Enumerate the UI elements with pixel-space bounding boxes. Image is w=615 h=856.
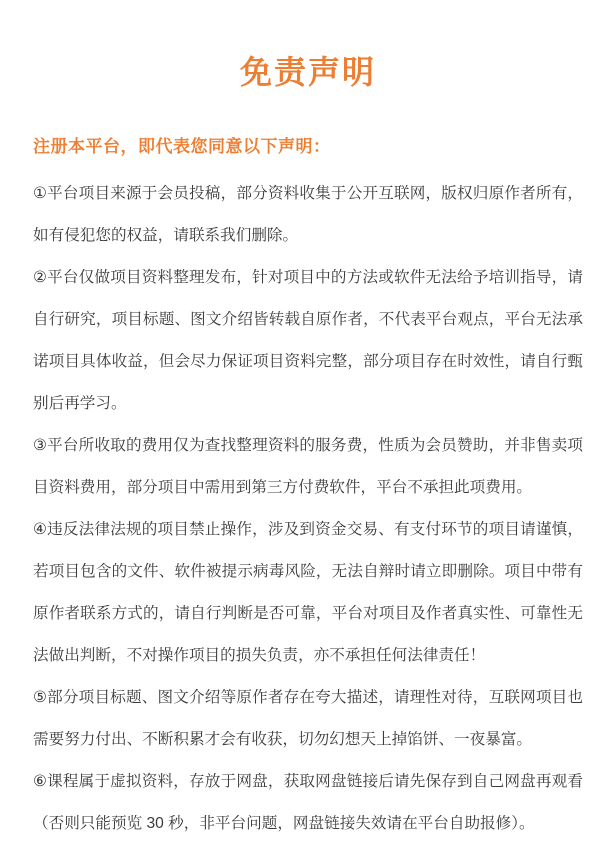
paragraph-line: 自行研究，项目标题、图文介绍皆转载自原作者，不代表平台观点，平台无法承 <box>33 311 583 328</box>
disclaimer-paragraphs <box>33 173 583 845</box>
paragraph <box>33 509 583 677</box>
paragraph <box>33 761 583 845</box>
paragraph-line: ③平台所收取的费用仅为查找整理资料的服务费，性质为会员赞助，并非售卖项 <box>33 437 583 454</box>
intro-statement: 注册本平台，即代表您同意以下声明： <box>33 137 331 156</box>
paragraph <box>33 425 583 509</box>
paragraph-line: ④违反法律法规的项目禁止操作，涉及到资金交易、有支付环节的项目请谨慎， <box>33 521 583 538</box>
paragraph-line: 需要努力付出、不断积累才会有收获，切勿幻想天上掉馅饼、一夜暴富。 <box>33 731 533 748</box>
paragraph-line: ①平台项目来源于会员投稿，部分资料收集于公开互联网，版权归原作者所有， <box>33 185 583 202</box>
paragraph-line: 法做出判断，不对操作项目的损失负责，亦不承担任何法律责任！ <box>33 647 486 664</box>
paragraph <box>33 677 583 761</box>
paragraph-line: 若项目包含的文件、软件被提示病毒风险，无法自辩时请立即删除。项目中带有 <box>33 563 583 580</box>
paragraph-line: 诺项目具体收益，但会尽力保证项目资料完整，部分项目存在时效性，请自行甄 <box>33 353 583 370</box>
paragraph-line: ⑤部分项目标题、图文介绍等原作者存在夸大描述，请理性对待，互联网项目也 <box>33 689 583 706</box>
page-title: 免责声明 <box>239 54 376 90</box>
paragraph <box>33 173 583 257</box>
paragraph-line: 目资料费用，部分项目中需用到第三方付费软件，平台不承担此项费用。 <box>33 479 533 496</box>
paragraph-line: ②平台仅做项目资料整理发布，针对项目中的方法或软件无法给予培训指导，请 <box>33 269 583 286</box>
paragraph-line: 别后再学习。 <box>33 395 127 412</box>
paragraph-line: （否则只能预览 30 秒，非平台问题，网盘链接失效请在平台自助报修）。 <box>33 815 535 832</box>
paragraph-line: 原作者联系方式的，请自行判断是否可靠，平台对项目及作者真实性、可靠性无 <box>33 605 583 622</box>
paragraph-line: 如有侵犯您的权益，请联系我们删除。 <box>33 227 299 244</box>
paragraph <box>33 257 583 425</box>
paragraph-line: ⑥课程属于虚拟资料，存放于网盘，获取网盘链接后请先保存到自己网盘再观看 <box>33 773 583 790</box>
